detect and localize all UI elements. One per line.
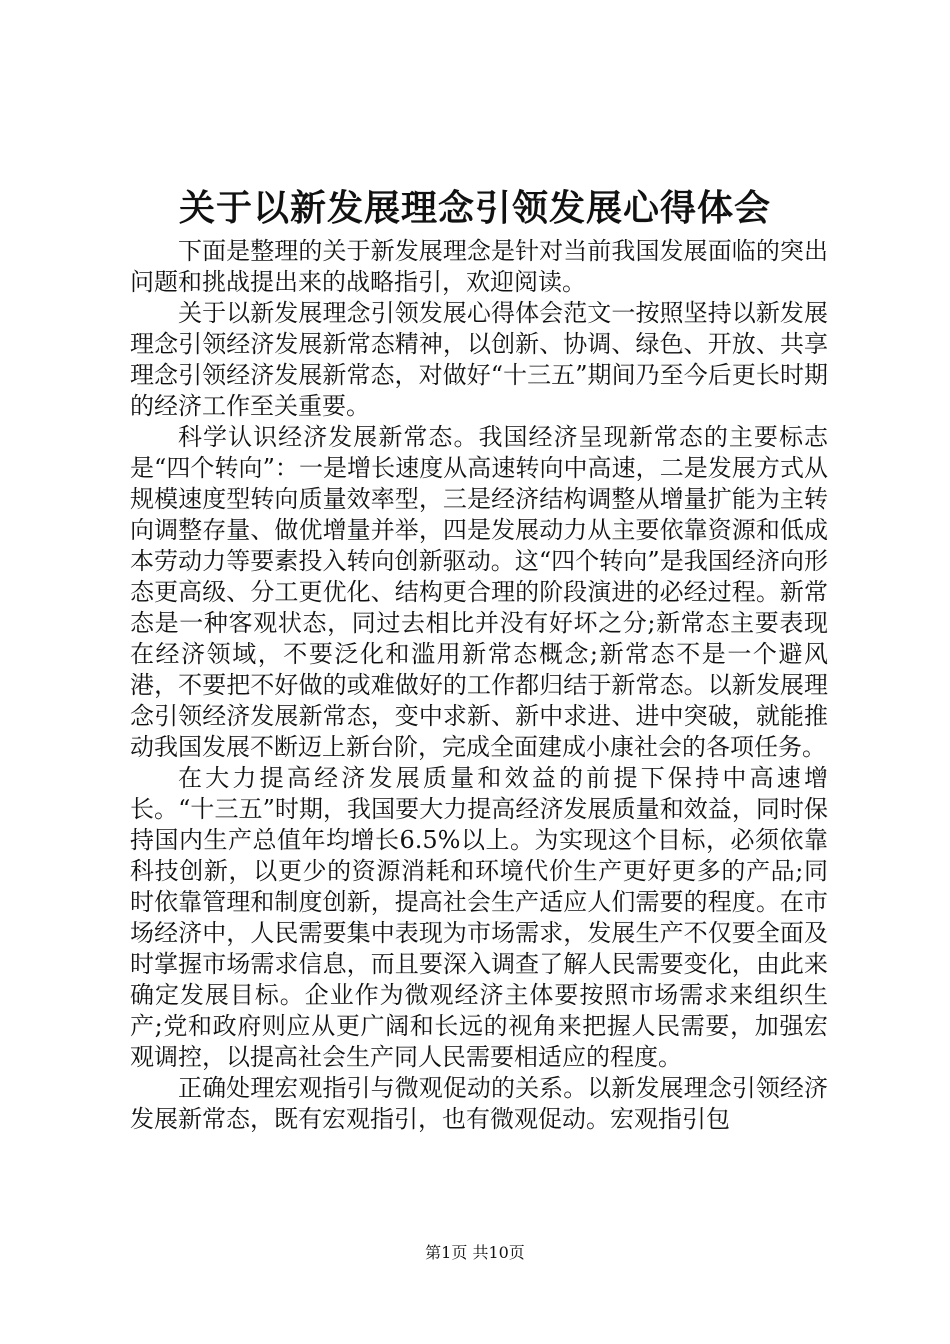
document-body: [130, 236, 828, 1135]
paragraph-1: 关于以新发展理念引领发展心得体会范文一按照坚持以新发展理念引领经济发展新常态精神，以创新、协调、绿色、开放、共享理念引领经济发展新常态，对做好“十三五”期间乃至今后更长时期的经济工作至关重要。: [130, 299, 828, 420]
paragraph-4: 正确处理宏观指引与微观促动的关系。以新发展理念引领经济发展新常态，既有宏观指引，也有微观促动。宏观指引包: [130, 1074, 828, 1133]
paragraph-intro: 下面是整理的关于新发展理念是针对当前我国发展面临的突出问题和挑战提出来的战略指引，欢迎阅读。: [130, 237, 828, 296]
page-footer: 第1页 共10页: [425, 1243, 525, 1262]
paragraph-2: 科学认识经济发展新常态。我国经济呈现新常态的主要标志是“四个转向”：一是增长速度从高速转向中高速，二是发展方式从规模速度型转向质量效率型，三是经济结构调整从增量扩能为主转向调整存量、做优增量并举，四是发展动力从主要依靠资源和低成本劳动力等要素投入转向创新驱动。这“四个转向”是我国经济向形态更高级、分工更优化、结构更合理的阶段演进的必经过程。新常态是一种客观状态，同过去相比并没有好坏之分;新常态主要表现在经济领域，不要泛化和滥用新常态概念;新常态不是一个避风港，不要把不好做的或难做好的工作都归结于新常态。以新发展理念引领经济发展新常态，变中求新、新中求进、进中突破，就能推动我国发展不断迈上新台阶，完成全面建成小康社会的各项任务。: [130, 423, 828, 761]
document-title: 关于以新发展理念引领发展心得体会: [178, 187, 771, 229]
paragraph-3: 在大力提高经济发展质量和效益的前提下保持中高速增长。“十三五”时期，我国要大力提高经济发展质量和效益，同时保持国内生产总值年均增长6.5%以上。为实现这个目标，必须依靠科技创新，以更少的资源消耗和环境代价生产更好更多的产品;同时依靠管理和制度创新，提高社会生产适应人们需要的程度。在市场经济中，人民需要集中表现为市场需求，发展生产不仅要全面及时掌握市场需求信息，而且要深入调查了解人民需要变化，由此来确定发展目标。企业作为微观经济主体要按照市场需求来组织生产;党和政府则应从更广阔和长远的视角来把握人民需要，加强宏观调控，以提高社会生产同人民需要相适应的程度。: [130, 764, 828, 1071]
